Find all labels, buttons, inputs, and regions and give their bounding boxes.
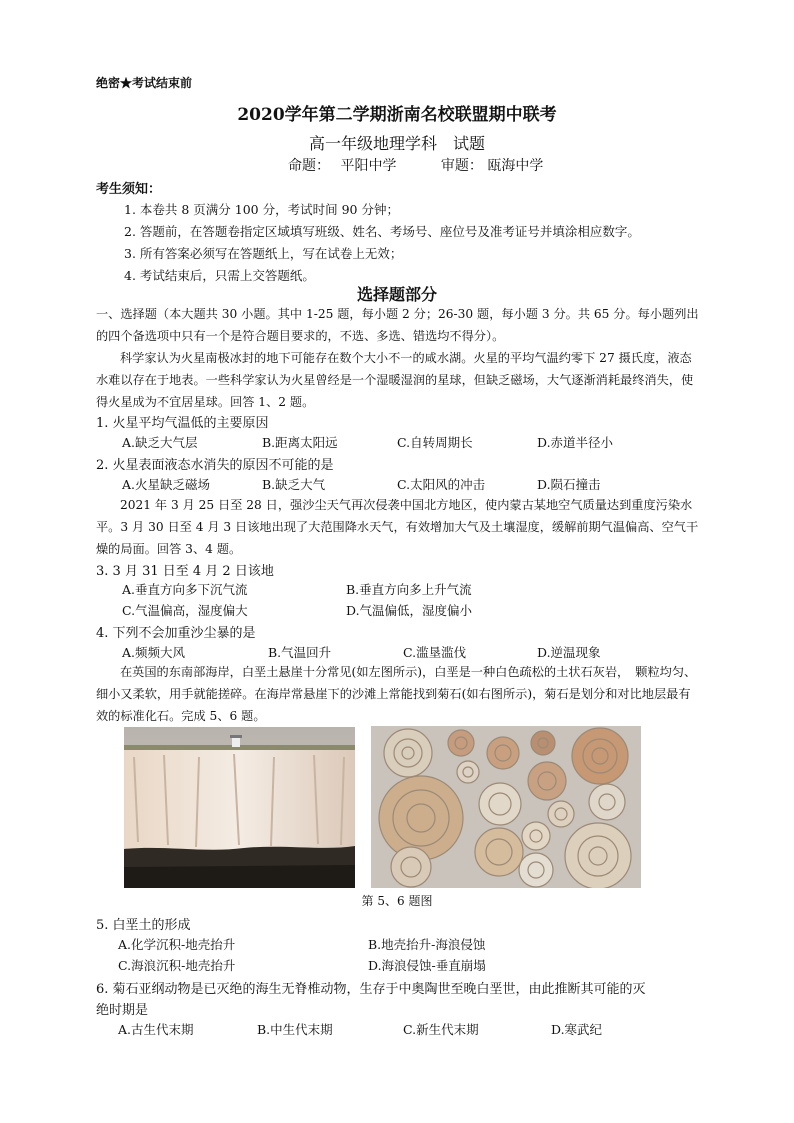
confidential-mark: 绝密★考试结束前: [96, 76, 193, 90]
ammonite-fossils-photo: [371, 726, 641, 888]
question-stem: 3. 3 月 31 日至 4 月 2 日该地: [96, 564, 274, 579]
option: C.气温偏高，湿度偏大: [122, 603, 248, 618]
question-stem-continued: 绝时期是: [96, 1003, 149, 1018]
notice-heading: 考生须知：: [96, 182, 162, 197]
option: C.滥垦滥伐: [403, 645, 467, 660]
option: A.缺乏大气层: [122, 435, 198, 450]
option: D.寒武纪: [551, 1022, 603, 1037]
option: D.气温偏低，湿度偏小: [346, 603, 473, 618]
section-title: 选择题部分: [356, 285, 437, 304]
passage-2: 2021 年 3 月 25 日至 28 日，强沙尘天气再次侵袭中国北方地区，使内蒙古某地空气质量达到重度污染水平。3 月 30 日至 4 月 3 日该地出现了大范围降水天气，有效增加大气及土壤湿度，缓解前期气温偏高、空气干燥的局面。回答 3、4 题。: [96, 498, 699, 556]
option: A.化学沉积-地壳抬升: [118, 937, 236, 952]
option: B.气温回升: [268, 645, 332, 660]
question-stem: 2. 火星表面液态水消失的原因不可能的是: [96, 458, 334, 473]
notice-item: 2. 答题前，在答题卷指定区域填写班级、姓名、考场号、座位号及准考证号并填涂相应数字。: [124, 224, 640, 239]
chalk-cliff-photo: [124, 727, 355, 888]
option: D.逆温现象: [537, 645, 601, 660]
question-stem: 6. 菊石亚纲动物是已灭绝的海生无脊椎动物，生存于中奥陶世至晚白垩世，由此推断其可能的灭: [96, 982, 646, 997]
option: A.火星缺乏磁场: [122, 477, 211, 492]
option: D.陨石撞击: [537, 477, 601, 492]
question-stem: 5. 白垩土的形成: [96, 918, 191, 933]
setter-name: 平阳中学: [340, 158, 397, 174]
option: C.太阳风的冲击: [397, 477, 486, 492]
notice-item: 4. 考试结束后，只需上交答题纸。: [124, 268, 315, 283]
option: C.海浪沉积-地壳抬升: [118, 958, 236, 973]
option: A.频频大风: [122, 645, 186, 660]
notice-item: 1. 本卷共 8 页满分 100 分，考试时间 90 分钟；: [124, 202, 399, 217]
notice-item: 3. 所有答案必须写在答题纸上，写在试卷上无效；: [124, 246, 403, 261]
option: C.新生代末期: [403, 1022, 479, 1037]
question-stem: 1. 火星平均气温低的主要原因: [96, 416, 269, 431]
setter-line: [288, 155, 543, 175]
option: B.垂直方向多上升气流: [346, 582, 472, 597]
exam-title: 2020学年第二学期浙南名校联盟期中联考: [237, 105, 557, 125]
option: B.地壳抬升-海浪侵蚀: [368, 937, 486, 952]
setter-label: 命题：: [288, 158, 330, 174]
passage-1: 科学家认为火星南极冰封的地下可能存在数个大小不一的咸水湖。火星的平均气温约零下 27 摄氏度，液态水难以存在于地表。一些科学家认为火星曾经是一个湿暖湿润的星球，但缺乏磁场，大气逐渐消耗最终消失，使得火星成为不宜居星球。回答 1、2 题。: [96, 351, 694, 409]
option: D.海浪侵蚀-垂直崩塌: [368, 958, 486, 973]
option: B.缺乏大气: [262, 477, 326, 492]
option: D.赤道半径小: [537, 435, 614, 450]
reviewer-label: 审题：: [440, 158, 483, 174]
option: A.垂直方向多下沉气流: [122, 582, 248, 597]
option: C.自转周期长: [397, 435, 473, 450]
question-stem: 4. 下列不会加重沙尘暴的是: [96, 626, 256, 641]
figure-caption: 第 5、6 题图: [361, 894, 433, 908]
option: A.古生代末期: [118, 1022, 194, 1037]
reviewer-name: 瓯海中学: [487, 158, 544, 174]
option: B.中生代末期: [257, 1022, 333, 1037]
section-instructions: 一、选择题（本大题共 30 小题。其中 1-25 题，每小题 2 分；26-30 题，每小题 3 分。共 65 分。每小题列出的四个备选项中只有一个是符合题目要求的，不选、多选、错选均不得分）。: [96, 307, 699, 343]
exam-subtitle: 高一年级地理学科 试题: [308, 134, 485, 153]
option: B.距离太阳远: [262, 435, 338, 450]
passage-3: 在英国的东南部海岸，白垩土悬崖十分常见(如左图所示)，白垩是一种白色疏松的土状石灰岩， 颗粒均匀、细小又柔软，用手就能搓碎。在海岸常悬崖下的沙滩上常能找到菊石(如右图所示)，菊石是划分和对比地层最有效的标准化石。完成 5、6 题。: [96, 665, 697, 723]
